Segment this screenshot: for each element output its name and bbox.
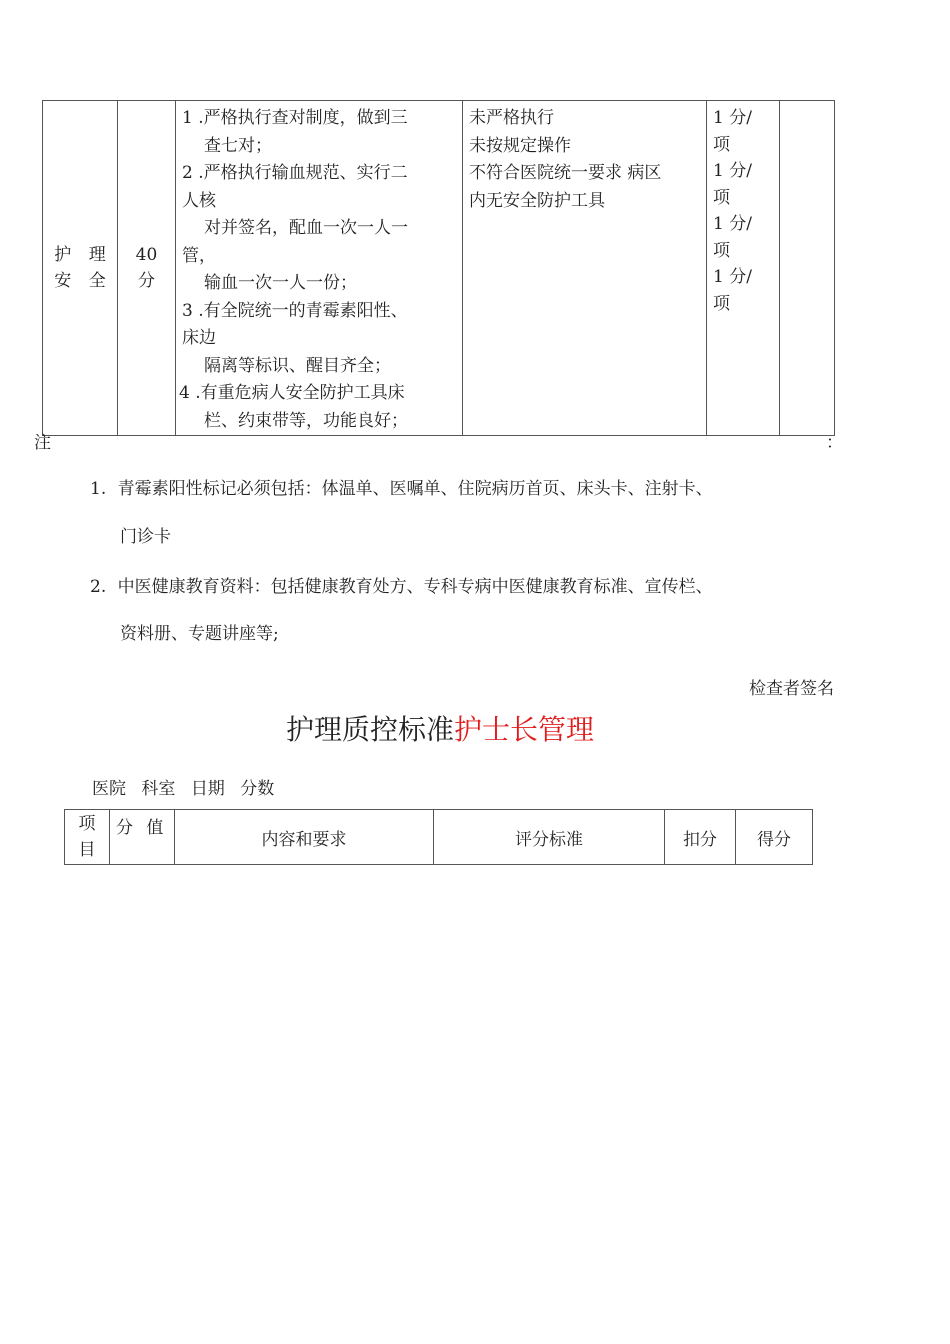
- header-final-score: 得分: [736, 810, 813, 865]
- note-colon: ：: [826, 433, 843, 453]
- content-line: 隔离等标识、醒目齐全；: [204, 355, 391, 376]
- final-score-cell: [780, 101, 835, 436]
- content-line: 1 .严格执行查对制度，做到三: [182, 108, 408, 128]
- header-item-line: 项: [78, 814, 96, 834]
- page-title: [0, 708, 880, 748]
- note-number: 2.: [90, 577, 107, 597]
- note-item-2: [90, 575, 713, 599]
- meta-hospital: 医院: [92, 779, 126, 799]
- title-red: 护士长管理: [454, 713, 595, 746]
- nursing-safety-table: [42, 100, 835, 436]
- deduction-line: 项: [713, 293, 730, 314]
- meta-date: 日期: [190, 779, 225, 799]
- criteria-line: 未按规定操作: [469, 135, 571, 156]
- content-line: 2 .严格执行输血规范、实行二: [182, 163, 408, 183]
- content-line: 人核: [182, 190, 216, 211]
- header-item: [65, 810, 110, 865]
- content-line: 4 .有重危病人安全防护工具床: [179, 383, 405, 403]
- meta-department: 科室: [141, 779, 176, 799]
- score-value: 40: [135, 245, 158, 265]
- content-line: 床边: [182, 328, 216, 348]
- content-line: 管，: [182, 245, 216, 266]
- header-score: 分 值: [110, 810, 175, 865]
- note-text: 青霉素阳性标记必须包括：体温单、医嘱单、住院病历首页、床头卡、注射卡、: [117, 479, 713, 499]
- note-item-1: [90, 477, 713, 501]
- item-label-line: 护 理: [54, 245, 112, 265]
- content-line: 3 .有全院统一的青霉素阳性、: [182, 300, 408, 321]
- content-cell: [176, 101, 463, 436]
- item-cell: [43, 101, 118, 436]
- deduction-line: 1 分/: [713, 267, 752, 287]
- meta-line: [92, 774, 284, 799]
- deduction-line: 1 分/: [713, 161, 752, 181]
- note-text: 中医健康教育资料：包括健康教育处方、专科专病中医健康教育标准、宣传栏、: [117, 577, 713, 597]
- title-black: 护理质控标准: [285, 713, 454, 746]
- criteria-line: 未严格执行: [469, 108, 554, 128]
- table-header-row: [65, 810, 813, 865]
- deduction-line: 项: [713, 187, 730, 208]
- meta-score: 分数: [240, 779, 275, 799]
- header-deduction: 扣分: [665, 810, 736, 865]
- content-line: 对并签名，配血一次一人一: [204, 218, 408, 238]
- head-nurse-table: [64, 809, 813, 865]
- note-label: 注: [34, 433, 51, 453]
- table-row: [43, 101, 835, 436]
- criteria-line: 不符合医院统一要求 病区: [469, 163, 662, 183]
- score-cell: [118, 101, 176, 436]
- content-line: 查七对；: [204, 135, 272, 156]
- content-line: 栏、约束带等，功能良好；: [204, 410, 408, 431]
- item-label-line: 安 全: [54, 271, 112, 291]
- deduction-line: 项: [713, 134, 730, 155]
- content-line: 输血一次一人一份；: [204, 273, 357, 293]
- note-continuation: 资料册、专题讲座等;: [120, 624, 279, 644]
- deduction-cell: [707, 101, 780, 436]
- criteria-line: 内无安全防护工具: [469, 190, 605, 211]
- note-number: 1.: [90, 479, 107, 499]
- note-continuation: 门诊卡: [120, 527, 171, 547]
- header-criteria: 评分标准: [434, 810, 665, 865]
- deduction-line: 1 分/: [713, 108, 752, 128]
- header-content: 内容和要求: [175, 810, 434, 865]
- deduction-line: 项: [713, 240, 730, 261]
- deduction-line: 1 分/: [713, 214, 752, 234]
- criteria-cell: [463, 101, 707, 436]
- score-unit: 分: [138, 271, 155, 291]
- header-item-line: 目: [78, 840, 96, 860]
- signature-label: 检查者签名: [749, 679, 834, 699]
